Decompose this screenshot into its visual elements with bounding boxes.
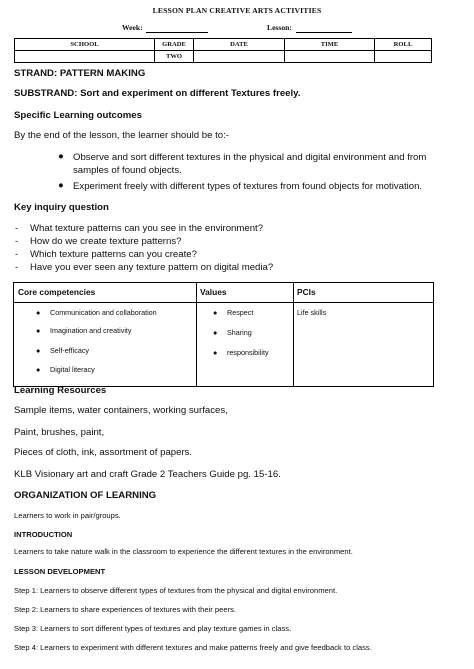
table-divider <box>293 283 294 386</box>
organization-text: Learners to work in pair/groups. <box>14 511 121 520</box>
kiq-item-text: Have you ever seen any texture pattern on digital media? <box>30 262 274 273</box>
kiq-item-text: What texture patterns can you see in the environment? <box>30 223 264 234</box>
bullet-icon: ● <box>213 328 218 337</box>
document-title: LESSON PLAN CREATIVE ARTS ACTIVITIES <box>152 6 322 15</box>
resources-heading: Learning Resources <box>14 385 107 396</box>
dash-icon: - <box>15 223 19 234</box>
value-text: Respect <box>227 308 254 317</box>
core-competency-text: Communication and collaboration <box>50 308 157 317</box>
header-grade: GRADE <box>155 39 194 51</box>
resource-item: Paint, brushes, paint, <box>14 427 105 438</box>
step-item: Step 2: Learners to share experiences of textures with their peers. <box>14 605 237 614</box>
slo-item-text: Observe and sort different textures in the physical and digital environment and from samples of found objects. <box>73 152 427 176</box>
core-competency-text: Digital literacy <box>50 365 95 374</box>
bullet-icon: ● <box>36 326 41 335</box>
kiq-item-text: Which texture patterns can you create? <box>30 249 197 260</box>
value-text: responsibility <box>227 348 269 357</box>
core-competency-text: Imagination and creativity <box>50 326 132 335</box>
kiq-item-text: How do we create texture patterns? <box>30 236 182 247</box>
kiq-heading: Key inquiry question <box>14 202 109 213</box>
development-heading: LESSON DEVELOPMENT <box>14 567 106 576</box>
roll-value <box>375 51 432 63</box>
table-divider <box>196 283 197 386</box>
time-value <box>285 51 375 63</box>
organization-heading: ORGANIZATION OF LEARNING <box>14 490 157 501</box>
resource-item: Pieces of cloth, ink, assortment of papers. <box>14 447 193 458</box>
bullet-icon: ● <box>58 151 64 162</box>
bullet-icon: ● <box>58 180 64 191</box>
bullet-icon: ● <box>213 308 218 317</box>
introduction-text: Learners to take nature walk in the classroom to experience the different textures in the environment. <box>14 547 353 556</box>
pci-item: Life skills <box>297 308 327 317</box>
slo-item <box>58 180 458 194</box>
slo-item-text: Experiment freely with different types of textures from found objects for motivation. <box>73 181 423 192</box>
dash-icon: - <box>15 262 19 273</box>
date-value <box>194 51 285 63</box>
grade-value: TWO <box>155 51 194 63</box>
header-time: TIME <box>285 39 375 51</box>
resource-item: Sample items, water containers, working surfaces, <box>14 405 228 416</box>
slo-heading: Specific Learning outcomes <box>14 110 142 121</box>
lesson-blank <box>296 32 352 33</box>
pcis-header: PCIs <box>297 287 316 297</box>
slo-item <box>58 151 458 179</box>
core-competency-text: Self-efficacy <box>50 346 90 355</box>
school-value <box>15 51 155 63</box>
lesson-label: Lesson: <box>267 23 292 32</box>
step-item: Step 3: Learners to sort different types of textures and play texture games in class. <box>14 624 292 633</box>
dash-icon: - <box>15 249 19 260</box>
value-text: Sharing <box>227 328 252 337</box>
values-header: Values <box>200 287 227 297</box>
strand: STRAND: PATTERN MAKING <box>14 68 146 79</box>
week-blank <box>146 32 208 33</box>
substrand-text: SUBSTRAND: Sort and experiment on different Textures freely. <box>14 88 301 99</box>
header-date: DATE <box>194 39 285 51</box>
bullet-icon: ● <box>36 308 41 317</box>
week-label: Week: <box>122 23 143 32</box>
header-table-row <box>15 51 432 63</box>
resource-item: KLB Visionary art and craft Grade 2 Teachers Guide pg. 15-16. <box>14 469 281 480</box>
competencies-table <box>13 282 434 387</box>
bullet-icon: ● <box>213 348 218 357</box>
header-table-row <box>15 39 432 51</box>
bullet-icon: ● <box>36 346 41 355</box>
table-divider <box>14 302 433 303</box>
dash-icon: - <box>15 236 19 247</box>
bullet-icon: ● <box>36 365 41 374</box>
header-roll: ROLL <box>375 39 432 51</box>
header-table <box>14 38 432 63</box>
step-item: Step 4: Learners to experiment with different textures and make patterns freely and give feedback to class. <box>14 643 372 652</box>
slo-intro: By the end of the lesson, the learner should be to:- <box>14 130 229 141</box>
core-competencies-header: Core competencies <box>18 287 96 297</box>
introduction-heading: INTRODUCTION <box>14 530 73 539</box>
header-school: SCHOOL <box>15 39 155 51</box>
step-item: Step 1: Learners to observe different types of textures from the physical and digital environment. <box>14 586 338 595</box>
substrand <box>14 88 300 99</box>
